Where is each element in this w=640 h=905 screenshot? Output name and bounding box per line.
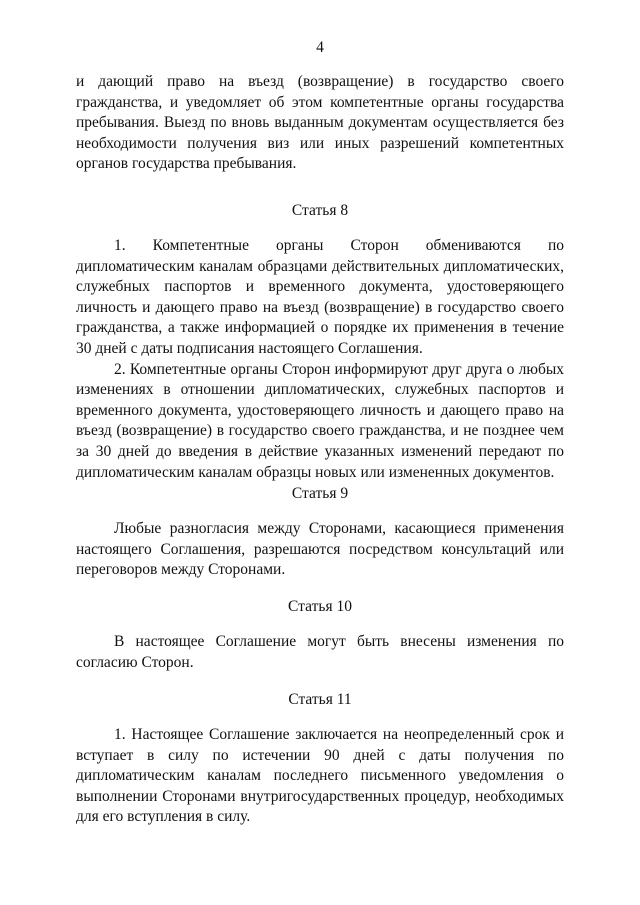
article-10-heading: Статья 10 [288,598,352,615]
article-10-paragraph-1: В настоящее Соглашение могут быть внесены изменения по согласию Сторон. [76,633,564,671]
article-8-paragraph-1: 1. Компетентные органы Сторон обмениваются по дипломатическим каналам образцами действительных дипломатических, служебных паспортов и временного документа, удостоверяющего личность и дающего право на въезд (возвращение) в государство своего гражданства, а также информацией о порядке их применения в течение 30 дней с даты подписания настоящего Соглашения. [76,237,564,357]
continued-paragraph-block [76,72,564,175]
article-9-body [76,519,564,581]
article-11-heading: Статья 11 [288,691,352,708]
article-8-heading: Статья 8 [291,202,349,219]
article-10-body [76,632,564,673]
article-8-paragraph-2: 2. Компетентные органы Сторон информируют друг друга о любых изменениях в отношении дипломатических, служебных паспортов и временного документа, удостоверяющего личность и дающего право на въезд (возвращение) в государство своего гражданства, и не позднее чем за 30 дней до введения в действие указанных изменений передают по дипломатическим каналам образцы новых или измененных документов. [76,360,564,481]
article-8-body [76,236,564,483]
continued-paragraph: и дающий право на въезд (возвращение) в государство своего гражданства, и уведомляет об этом компетентные органы государства пребывания. Выезд по вновь выданным документам осуществляется без необходимости получения виз или иных разрешений компетентных органов государства пребывания. [76,73,564,173]
article-9-paragraph-1: Любые разногласия между Сторонами, касающиеся применения настоящего Соглашения, разрешаются посредством консультаций или переговоров между Сторонами. [76,520,564,579]
article-9-heading: Статья 9 [291,485,349,502]
article-11-body [76,725,564,828]
article-11-paragraph-1: 1. Настоящее Соглашение заключается на неопределенный срок и вступает в силу по истечении 90 дней с даты получения по дипломатическим каналам последнего письменного уведомления о выполнении Сторонами внутригосударственных процедур, необходимых для его вступления в силу. [76,726,564,826]
page-number: 4 [316,39,324,56]
